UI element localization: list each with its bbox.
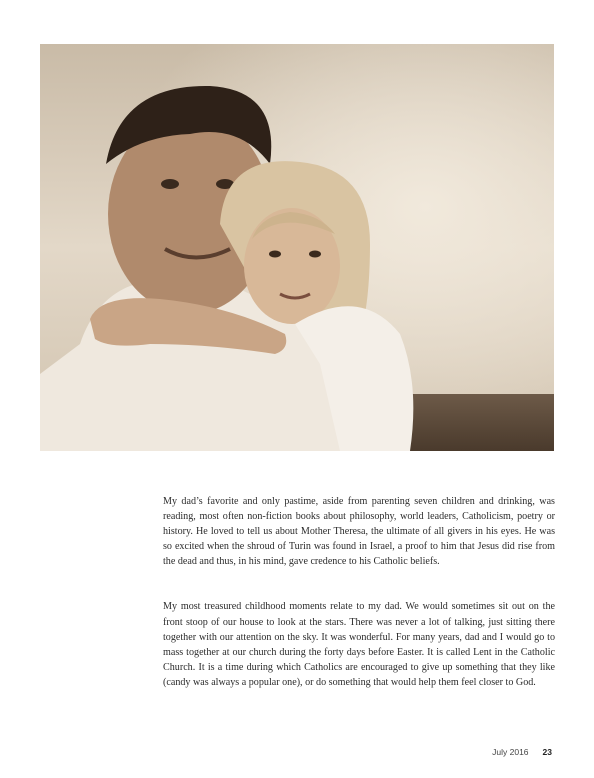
page-number: 23	[542, 747, 552, 757]
paragraph: My most treasured childhood moments relate to my dad. We would sometimes sit out on the front stoop of our house to look at the stars. There was never a lot of talking, just sitting there together with our attention on the sky. It was wonderful. For many years, dad and I would go to mass together at our church during the forty days before Easter. It is called Lent in the Catholic Church. It is a time during which Catholics are encouraged to give up something that they like (candy was always a popular one), or do something that would help them feel closer to God.	[163, 601, 555, 688]
photo-illustration	[40, 44, 554, 451]
issue-date: July 2016	[492, 747, 529, 757]
page-footer	[492, 747, 552, 757]
father-daughter-photo	[40, 44, 554, 451]
paragraph: My dad’s favorite and only pastime, aside from parenting seven children and drinking, was reading, most often non-fiction books about philosophy, world leaders, Catholicism, poetry or history. He loved to tell us about Mother Theresa, the ultimate of all givers in his eyes. He was so excited when the shroud of Turin was found in Israel, a proof to him that Jesus did rise from the dead and thus, in his mind, gave credence to his Catholic beliefs.	[163, 496, 555, 568]
article-body	[163, 494, 555, 690]
